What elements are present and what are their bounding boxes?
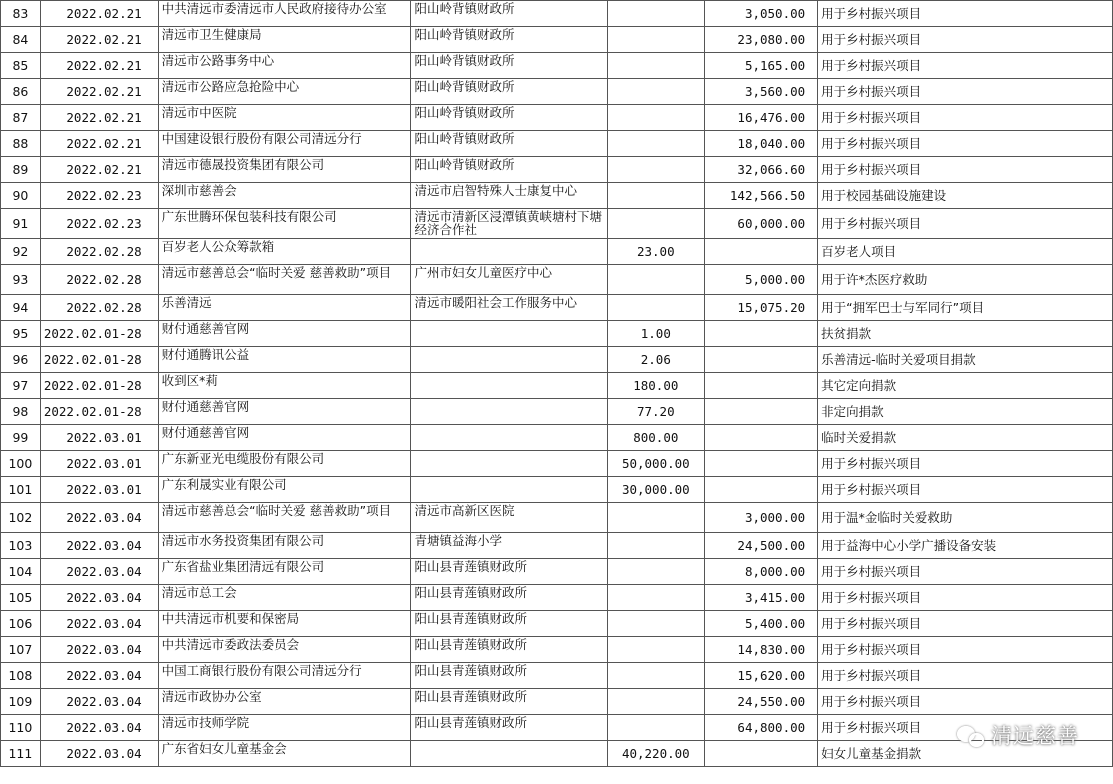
row-expense-amount: 32,066.60 [704,157,818,183]
row-donor: 中国建设银行股份有限公司清远分行 [158,131,411,157]
watermark [957,720,1079,750]
table-row [1,451,1113,477]
row-expense-amount: 3,050.00 [704,1,818,27]
row-recipient: 阳山县青莲镇财政所 [411,585,608,611]
row-donor: 广东世腾环保包装科技有限公司 [158,209,411,239]
row-date: 2022.03.04 [40,585,158,611]
table-row [1,265,1113,295]
row-donor: 财付通慈善官网 [158,425,411,451]
row-recipient: 阳山县青莲镇财政所 [411,689,608,715]
row-income-amount: 40,220.00 [608,741,705,767]
row-number: 95 [1,321,41,347]
row-number: 104 [1,559,41,585]
row-expense-amount: 24,500.00 [704,533,818,559]
row-expense-amount [704,239,818,265]
row-income-amount [608,105,705,131]
row-income-amount: 800.00 [608,425,705,451]
row-recipient [411,741,608,767]
row-recipient: 清远市暖阳社会工作服务中心 [411,295,608,321]
row-number: 102 [1,503,41,533]
row-purpose: 用于乡村振兴项目 [818,715,1113,741]
row-recipient [411,373,608,399]
row-expense-amount [704,741,818,767]
row-purpose: 用于乡村振兴项目 [818,611,1113,637]
table-row [1,611,1113,637]
row-number: 83 [1,1,41,27]
row-expense-amount: 3,560.00 [704,79,818,105]
table-row [1,585,1113,611]
table-row [1,321,1113,347]
row-date: 2022.02.01-28 [40,399,158,425]
row-purpose: 临时关爱捐款 [818,425,1113,451]
row-income-amount [608,533,705,559]
row-expense-amount: 15,620.00 [704,663,818,689]
row-donor: 深圳市慈善会 [158,183,411,209]
row-income-amount [608,637,705,663]
row-donor: 百岁老人公众筹款箱 [158,239,411,265]
row-purpose: 用于乡村振兴项目 [818,131,1113,157]
row-income-amount [608,27,705,53]
wechat-icon [957,724,985,746]
row-income-amount [608,79,705,105]
table-row [1,663,1113,689]
row-expense-amount: 14,830.00 [704,637,818,663]
row-date: 2022.03.04 [40,715,158,741]
row-income-amount [608,715,705,741]
row-number: 94 [1,295,41,321]
table-row [1,295,1113,321]
row-purpose: 用于乡村振兴项目 [818,53,1113,79]
row-number: 91 [1,209,41,239]
row-purpose: 用于乡村振兴项目 [818,79,1113,105]
row-donor: 广东省妇女儿童基金会 [158,741,411,767]
row-number: 89 [1,157,41,183]
row-expense-amount: 23,080.00 [704,27,818,53]
row-recipient [411,347,608,373]
row-number: 108 [1,663,41,689]
row-purpose: 用于“拥军巴士与军同行”项目 [818,295,1113,321]
row-number: 109 [1,689,41,715]
row-number: 99 [1,425,41,451]
table-row [1,131,1113,157]
row-number: 100 [1,451,41,477]
row-date: 2022.03.04 [40,611,158,637]
row-donor: 清远市技师学院 [158,715,411,741]
row-donor: 清远市公路事务中心 [158,53,411,79]
row-donor: 清远市慈善总会“临时关爱 慈善救助”项目 [158,503,411,533]
row-income-amount: 180.00 [608,373,705,399]
row-expense-amount [704,321,818,347]
row-purpose: 扶贫捐款 [818,321,1113,347]
row-donor: 中共清远市机要和保密局 [158,611,411,637]
table-row [1,79,1113,105]
row-recipient: 阳山县青莲镇财政所 [411,637,608,663]
row-number: 106 [1,611,41,637]
row-number: 93 [1,265,41,295]
row-number: 85 [1,53,41,79]
row-date: 2022.02.21 [40,131,158,157]
row-recipient: 清远市高新区医院 [411,503,608,533]
row-number: 103 [1,533,41,559]
row-income-amount [608,131,705,157]
row-recipient: 阳山县青莲镇财政所 [411,715,608,741]
row-donor: 中共清远市委政法委员会 [158,637,411,663]
row-number: 105 [1,585,41,611]
row-date: 2022.03.04 [40,637,158,663]
row-recipient [411,451,608,477]
row-date: 2022.02.28 [40,239,158,265]
row-expense-amount: 3,000.00 [704,503,818,533]
table-row [1,1,1113,27]
row-number: 110 [1,715,41,741]
row-recipient: 清远市清新区浸潭镇黄峡塘村下塘经济合作社 [411,209,608,239]
row-date: 2022.03.01 [40,425,158,451]
row-number: 92 [1,239,41,265]
watermark-text: 清远慈善 [991,724,1079,748]
row-donor: 清远市水务投资集团有限公司 [158,533,411,559]
table-row [1,637,1113,663]
table-row [1,157,1113,183]
row-recipient: 阳山县青莲镇财政所 [411,663,608,689]
row-expense-amount [704,373,818,399]
row-purpose: 用于乡村振兴项目 [818,27,1113,53]
row-expense-amount [704,477,818,503]
row-income-amount [608,53,705,79]
row-recipient: 阳山县青莲镇财政所 [411,559,608,585]
row-number: 88 [1,131,41,157]
row-purpose: 用于乡村振兴项目 [818,637,1113,663]
row-donor: 广东利晟实业有限公司 [158,477,411,503]
row-income-amount: 50,000.00 [608,451,705,477]
table-row [1,183,1113,209]
row-recipient: 阳山岭背镇财政所 [411,27,608,53]
row-donor: 广东新亚光电缆股份有限公司 [158,451,411,477]
row-income-amount [608,663,705,689]
row-income-amount [608,183,705,209]
row-number: 87 [1,105,41,131]
row-recipient: 阳山岭背镇财政所 [411,131,608,157]
row-income-amount: 30,000.00 [608,477,705,503]
row-recipient [411,425,608,451]
row-purpose: 用于温*金临时关爱救助 [818,503,1113,533]
row-number: 84 [1,27,41,53]
row-date: 2022.02.01-28 [40,321,158,347]
row-purpose: 百岁老人项目 [818,239,1113,265]
row-purpose: 用于乡村振兴项目 [818,451,1113,477]
row-recipient: 阳山岭背镇财政所 [411,1,608,27]
row-date: 2022.02.21 [40,1,158,27]
row-donor: 清远市总工会 [158,585,411,611]
row-recipient [411,239,608,265]
table-row [1,477,1113,503]
row-purpose: 用于乡村振兴项目 [818,585,1113,611]
row-expense-amount: 5,165.00 [704,53,818,79]
row-recipient: 阳山岭背镇财政所 [411,157,608,183]
row-date: 2022.03.01 [40,451,158,477]
row-income-amount [608,611,705,637]
table-row [1,689,1113,715]
row-donor: 收到区*莉 [158,373,411,399]
row-date: 2022.02.01-28 [40,373,158,399]
row-purpose: 用于乡村振兴项目 [818,663,1113,689]
row-date: 2022.02.28 [40,295,158,321]
row-purpose: 乐善清远-临时关爱项目捐款 [818,347,1113,373]
row-expense-amount [704,451,818,477]
table-row [1,209,1113,239]
row-purpose: 妇女儿童基金捐款 [818,741,1113,767]
row-number: 86 [1,79,41,105]
table-row [1,715,1113,741]
row-donor: 清远市政协办公室 [158,689,411,715]
row-expense-amount [704,425,818,451]
row-recipient: 阳山县青莲镇财政所 [411,611,608,637]
row-income-amount: 77.20 [608,399,705,425]
row-purpose: 用于校园基础设施建设 [818,183,1113,209]
row-purpose: 用于乡村振兴项目 [818,157,1113,183]
row-purpose: 用于许*杰医疗救助 [818,265,1113,295]
row-number: 101 [1,477,41,503]
table-row [1,105,1113,131]
row-income-amount [608,265,705,295]
row-donor: 乐善清远 [158,295,411,321]
table-row [1,27,1113,53]
row-recipient: 青塘镇益海小学 [411,533,608,559]
row-recipient [411,321,608,347]
row-recipient: 广州市妇女儿童医疗中心 [411,265,608,295]
row-donor: 财付通慈善官网 [158,321,411,347]
row-income-amount [608,559,705,585]
row-recipient [411,477,608,503]
row-donor: 清远市公路应急抢险中心 [158,79,411,105]
table-row [1,741,1113,767]
row-purpose: 用于乡村振兴项目 [818,105,1113,131]
row-income-amount [608,689,705,715]
row-purpose: 用于乡村振兴项目 [818,209,1113,239]
table-row [1,503,1113,533]
table-row [1,347,1113,373]
row-recipient: 阳山岭背镇财政所 [411,105,608,131]
row-income-amount: 23.00 [608,239,705,265]
table-row [1,399,1113,425]
row-purpose: 用于乡村振兴项目 [818,689,1113,715]
row-number: 97 [1,373,41,399]
row-date: 2022.03.04 [40,663,158,689]
row-expense-amount: 142,566.50 [704,183,818,209]
row-donor: 财付通慈善官网 [158,399,411,425]
row-donor: 广东省盐业集团清远有限公司 [158,559,411,585]
row-date: 2022.03.04 [40,503,158,533]
row-recipient: 清远市启智特殊人士康复中心 [411,183,608,209]
row-donor: 清远市卫生健康局 [158,27,411,53]
row-expense-amount: 8,000.00 [704,559,818,585]
row-date: 2022.03.01 [40,477,158,503]
row-income-amount [608,295,705,321]
row-income-amount [608,209,705,239]
row-income-amount [608,585,705,611]
row-donor: 中共清远市委清远市人民政府接待办公室 [158,1,411,27]
row-date: 2022.03.04 [40,689,158,715]
row-donor: 中国工商银行股份有限公司清远分行 [158,663,411,689]
row-donor: 清远市德晟投资集团有限公司 [158,157,411,183]
row-date: 2022.02.21 [40,157,158,183]
row-recipient [411,399,608,425]
row-number: 111 [1,741,41,767]
row-expense-amount: 16,476.00 [704,105,818,131]
row-purpose: 用于益海中心小学广播设备安装 [818,533,1113,559]
row-number: 90 [1,183,41,209]
row-expense-amount: 18,040.00 [704,131,818,157]
row-number: 107 [1,637,41,663]
table-row [1,533,1113,559]
table-row [1,53,1113,79]
row-donor: 清远市中医院 [158,105,411,131]
row-purpose: 用于乡村振兴项目 [818,477,1113,503]
row-purpose: 其它定向捐款 [818,373,1113,399]
row-date: 2022.02.21 [40,53,158,79]
row-purpose: 用于乡村振兴项目 [818,1,1113,27]
row-date: 2022.02.21 [40,105,158,131]
row-expense-amount: 15,075.20 [704,295,818,321]
table-row [1,425,1113,451]
row-date: 2022.02.21 [40,27,158,53]
table-row [1,559,1113,585]
row-recipient: 阳山岭背镇财政所 [411,53,608,79]
row-expense-amount: 3,415.00 [704,585,818,611]
row-donor: 清远市慈善总会“临时关爱 慈善救助”项目 [158,265,411,295]
row-expense-amount: 5,000.00 [704,265,818,295]
row-date: 2022.02.21 [40,79,158,105]
row-expense-amount: 5,400.00 [704,611,818,637]
row-date: 2022.02.23 [40,209,158,239]
row-expense-amount: 64,800.00 [704,715,818,741]
row-date: 2022.02.23 [40,183,158,209]
row-date: 2022.02.28 [40,265,158,295]
row-recipient: 阳山岭背镇财政所 [411,79,608,105]
row-income-amount: 2.06 [608,347,705,373]
row-income-amount: 1.00 [608,321,705,347]
row-date: 2022.02.01-28 [40,347,158,373]
table-row [1,373,1113,399]
row-income-amount [608,1,705,27]
row-expense-amount [704,347,818,373]
row-number: 98 [1,399,41,425]
row-purpose: 非定向捐款 [818,399,1113,425]
row-expense-amount: 60,000.00 [704,209,818,239]
row-purpose: 用于乡村振兴项目 [818,559,1113,585]
row-expense-amount: 24,550.00 [704,689,818,715]
row-income-amount [608,157,705,183]
row-income-amount [608,503,705,533]
row-date: 2022.03.04 [40,741,158,767]
row-number: 96 [1,347,41,373]
row-date: 2022.03.04 [40,533,158,559]
row-date: 2022.03.04 [40,559,158,585]
row-expense-amount [704,399,818,425]
table-row [1,239,1113,265]
row-donor: 财付通腾讯公益 [158,347,411,373]
